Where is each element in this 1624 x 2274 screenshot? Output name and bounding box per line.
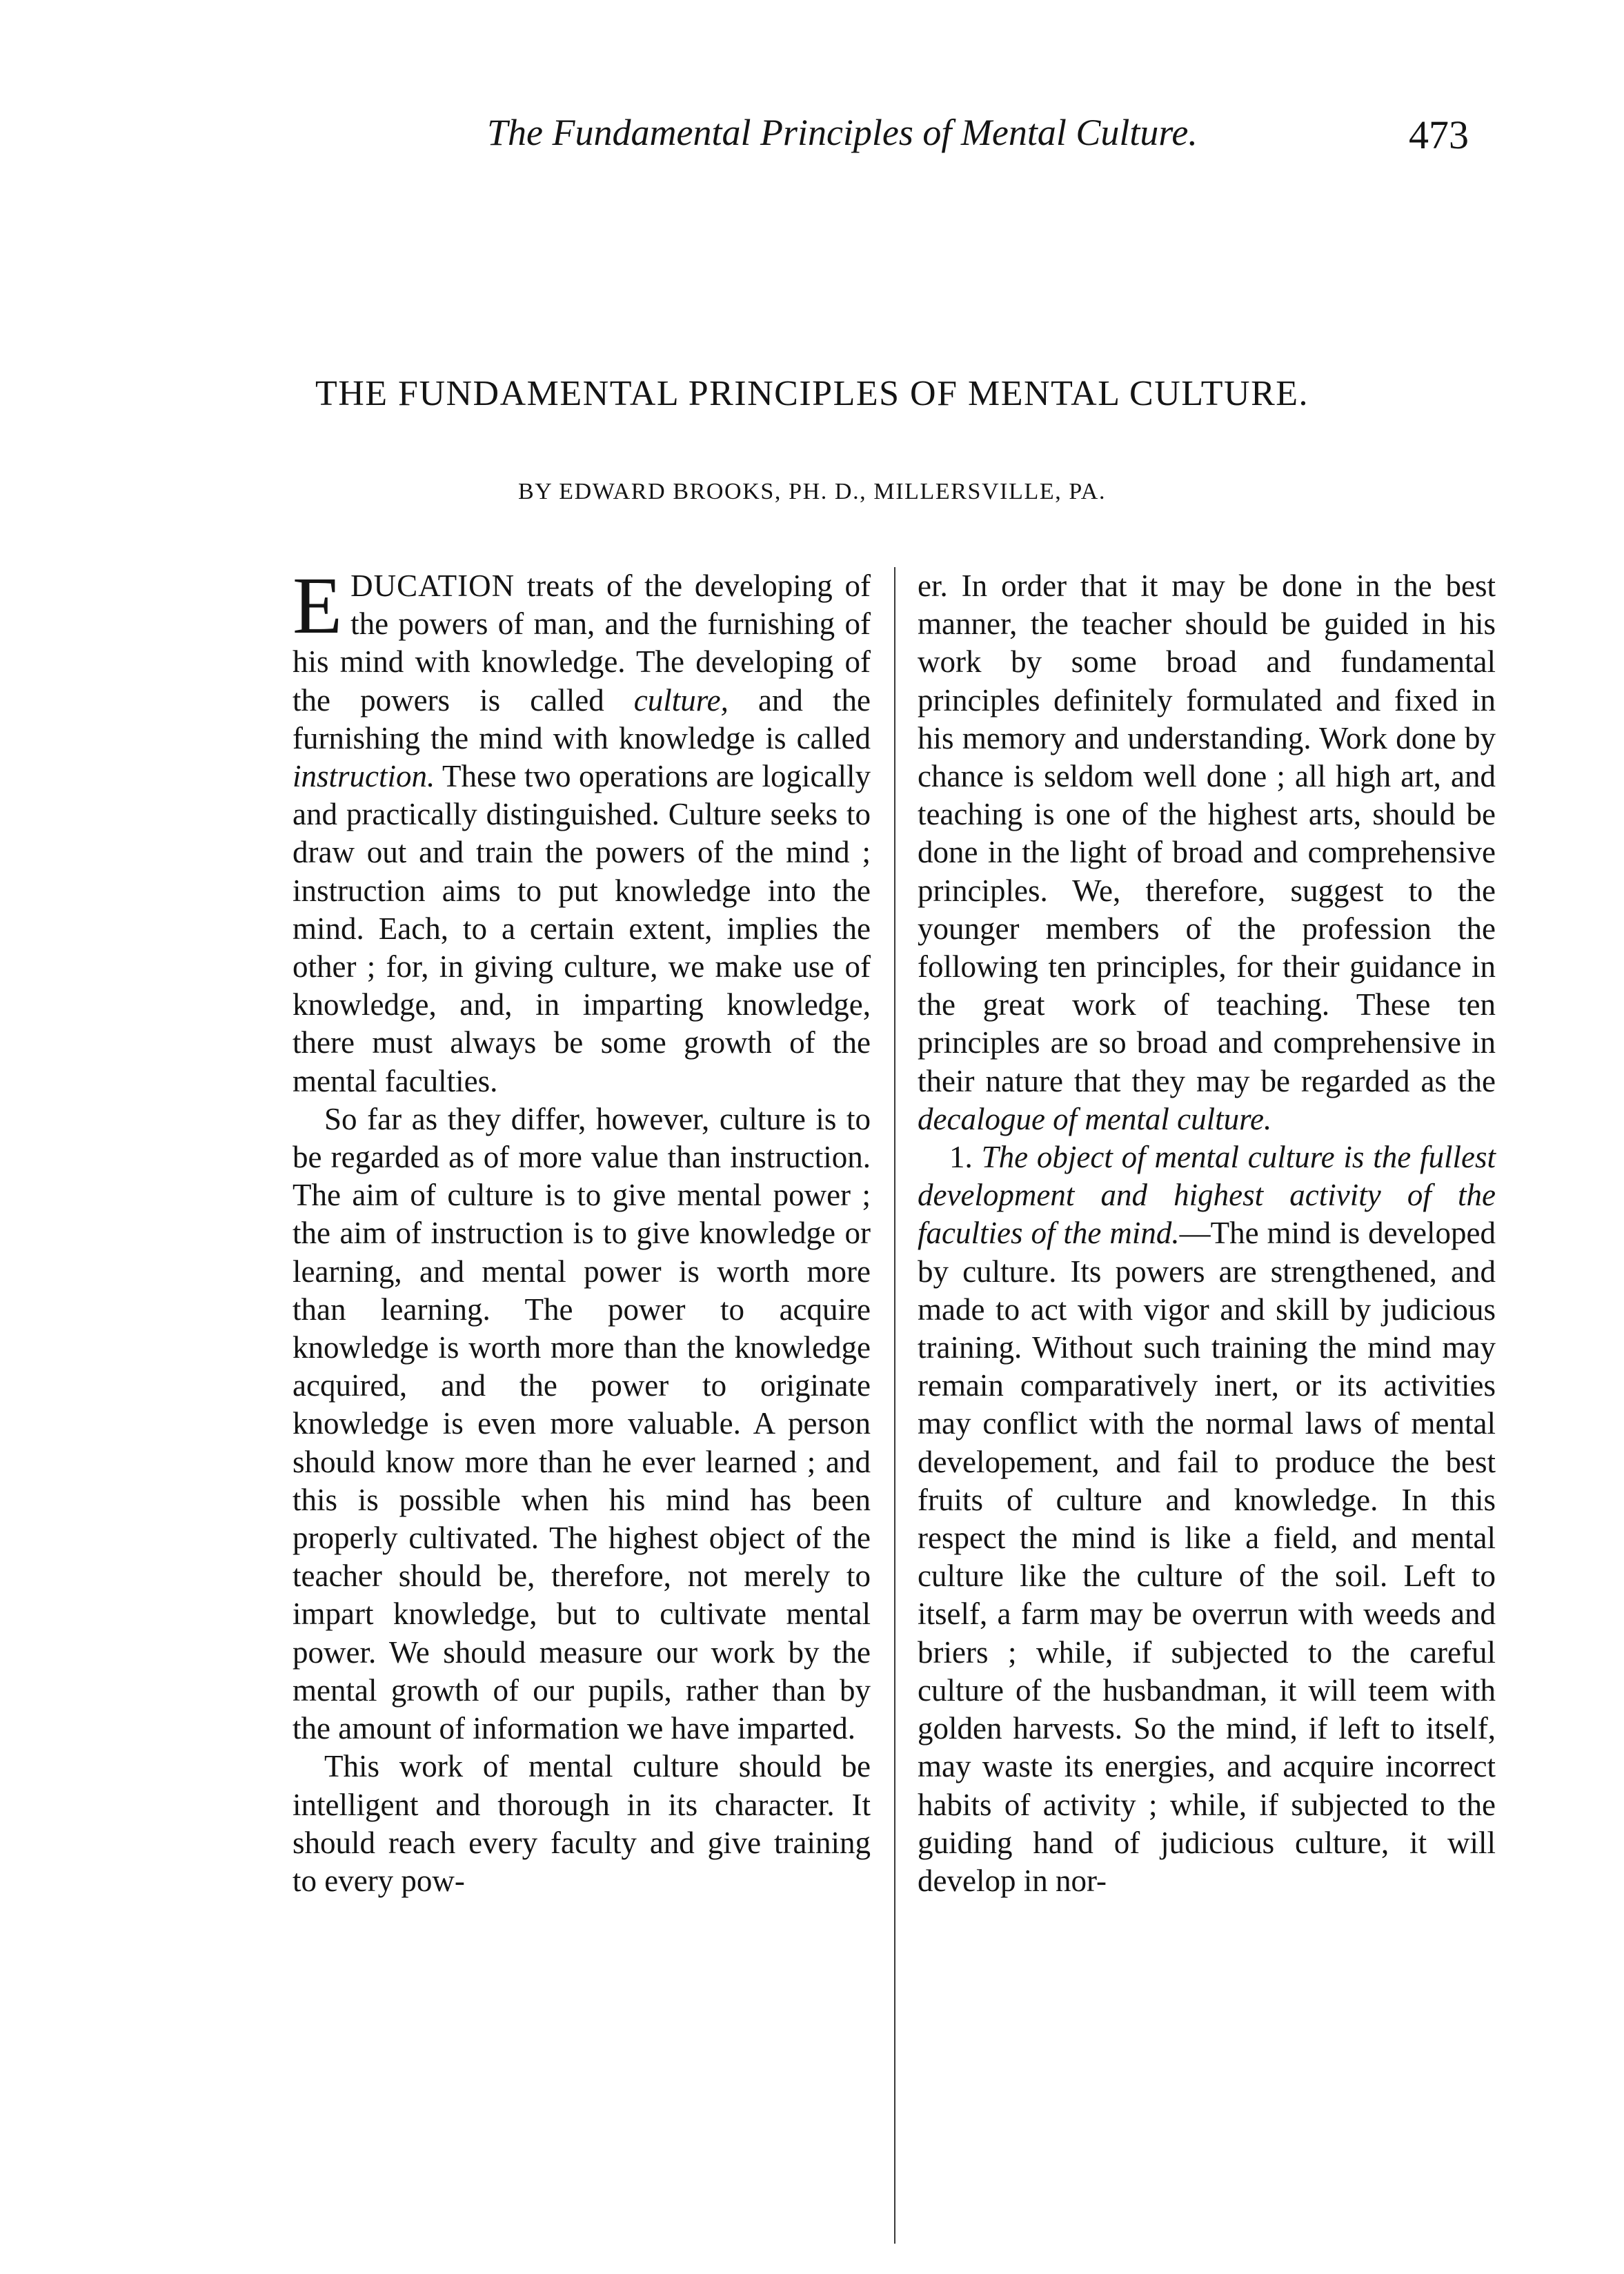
running-head-title: The Fundamental Principles of Mental Culture. <box>487 112 1198 153</box>
italic-term-instruction: instruction. <box>293 759 435 794</box>
right-column <box>918 567 1496 1900</box>
paragraph-text: —The mind is developed by culture. Its powers are strengthened, and made to act with vigor and skill by judicious training. Without such training the mind may remain comparatively inert, or its activities may conflict with the normal laws of mental developement, and fail to produce the best fruits of culture and knowledge. In this respect the mind is like a field, and mental culture like the culture of the soil. Left to itself, a farm may be overrun with weeds and briers ; while, if subjected to the careful culture of the husbandman, it will teem with golden harvests. So the mind, if left to itself, may waste its energies, and acquire incorrect habits of activity ; while, if subjected to the guiding hand of judicious culture, it will develop in nor- <box>918 1216 1496 1898</box>
running-head <box>0 103 1624 166</box>
paragraph-this-work: This work of mental culture should be intelligent and thorough in its character. It should reach every faculty and give training to every pow- <box>293 1749 871 1898</box>
article-title: THE FUNDAMENTAL PRINCIPLES OF MENTAL CULTURE. <box>315 374 1309 413</box>
column-divider <box>894 567 895 2244</box>
lead-caps: DUCATION <box>350 568 515 603</box>
italic-term-culture: culture, <box>633 682 729 718</box>
left-column <box>293 560 871 1900</box>
paragraph-so-far: So far as they differ, however, culture is to be regarded as of more value than instruction. The aim of culture is to give mental power ; the aim of instruction is to give knowledge or learning, and mental power is worth more than learning. The power to acquire knowledge is worth more than the knowledge acquired, and the power to originate knowledge is even more valuable. A person should know more than he ever learned ; and this is possible when his mind has been properly cultivated. The highest object of the teacher should be, therefore, not merely to impart knowledge, but to cultivate mental power. We should measure our work by the mental growth of our pupils, rather than by the amount of information we have imparted. <box>293 1101 871 1746</box>
paragraph-text: treats of the developing of the powers of man, and the furnishing of his mind with knowledge. The developing of the powers is called <box>293 568 871 718</box>
principle-statement: The object of mental culture is the fullest development and highest activity of the faculties of the mind. <box>918 1140 1496 1251</box>
paragraph-text: er. In order that it may be done in the best manner, the teacher should be guided in his work by some broad and fundamental principles definitely formulated and fixed in his memory and understanding. Work done by chance is seldom well done ; all high art, and teaching is one of the highest arts, should be done in the light of broad and comprehensive principles. We, therefore, suggest to the younger members of the profession the following ten principles, for their guidance in the great work of teaching. These ten principles are so broad and comprehensive in their nature that they may be regarded as the <box>918 568 1496 1098</box>
paragraph-text: These two operations are logically and practically distinguished. Culture seeks to draw out and train the powers of the mind ; instruction aims to put knowledge into the mind. Each, to a certain extent, implies the other ; for, in giving culture, we make use of knowledge, and, in imparting knowledge, there must always be some growth of the mental faculties. <box>293 759 871 1098</box>
principle-number: 1. <box>949 1140 982 1175</box>
article-byline: BY EDWARD BROOKS, PH. D., MILLERSVILLE, PA. <box>517 479 1107 504</box>
drop-cap: E <box>293 560 343 651</box>
page-number: 473 <box>1409 112 1469 157</box>
paragraph-continued <box>918 567 1496 1138</box>
paragraph-education <box>293 560 871 1100</box>
italic-term-decalogue: decalogue of mental culture. <box>918 1101 1272 1136</box>
paragraph-text: and the furnishing the mind with knowledge is called <box>293 682 871 755</box>
paragraph-principle-one <box>918 1138 1496 1900</box>
